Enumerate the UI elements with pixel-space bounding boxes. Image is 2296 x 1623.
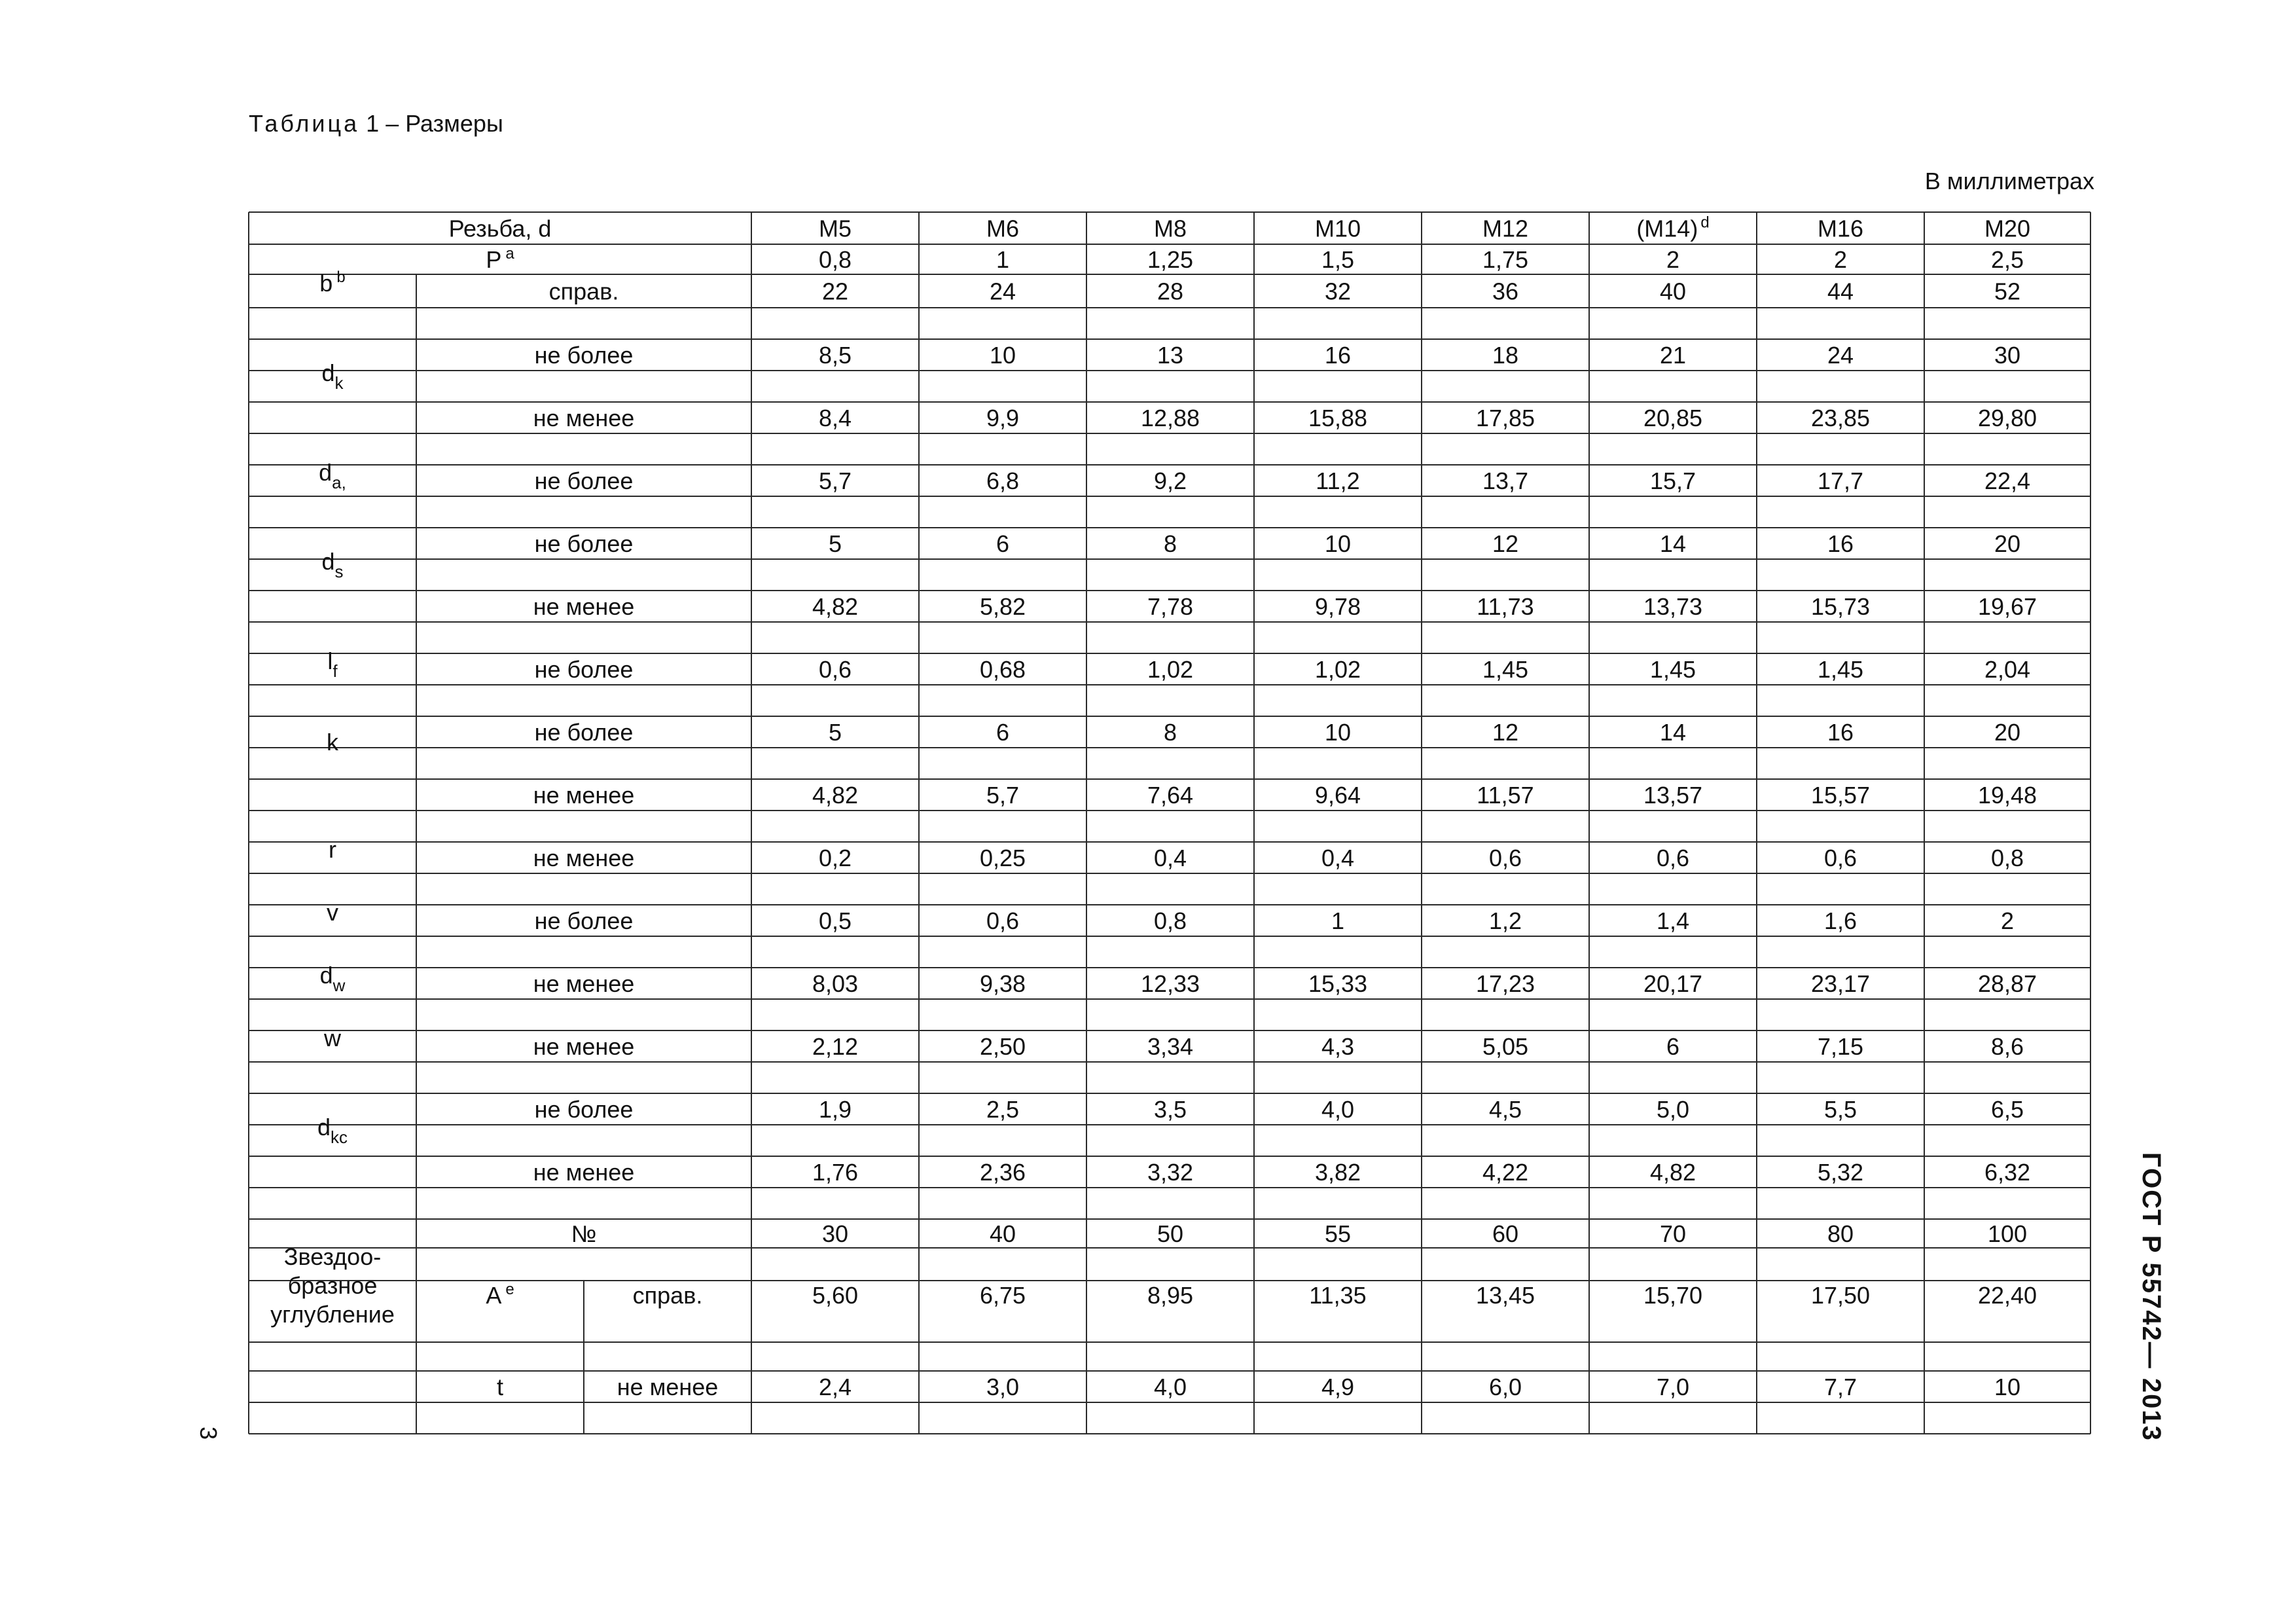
table-cell: 1,4 [1656, 907, 1690, 934]
table-cell: 12 [1492, 530, 1519, 557]
table-cell: 15,57 [1810, 782, 1871, 809]
table-cell: 13,7 [1482, 467, 1529, 494]
table-cell: 11,57 [1477, 782, 1534, 809]
thread-size-m8: M8 [1153, 215, 1187, 242]
table-cell: 5,5 [1823, 1096, 1857, 1123]
row-symbol-p: P $^a$ [486, 245, 514, 273]
thread-size-m14: (M14) $^d$ [1636, 213, 1710, 242]
table-cell: 2,04 [1984, 656, 2031, 683]
row-qualifier: не менее [533, 1159, 635, 1186]
table-cell: 5,7 [818, 467, 852, 494]
row-qualifier: не менее [533, 845, 635, 871]
thread-size-m5: M5 [818, 215, 852, 242]
table-cell: 8 [1163, 719, 1177, 746]
table-cell: 15,88 [1308, 405, 1368, 431]
table-cell: 13,45 [1475, 1282, 1535, 1309]
table-cell: 3,5 [1153, 1096, 1187, 1123]
table-cell: 23,85 [1810, 405, 1871, 431]
table-cell: 2 [2000, 907, 2015, 934]
row-qualifier: не менее [533, 970, 635, 997]
table-cell: 24 [989, 278, 1016, 305]
table-cell: 2,50 [979, 1033, 1026, 1060]
table-cell: 10 [1994, 1374, 2021, 1400]
table-cell: 1,02 [1147, 656, 1194, 683]
table-cell: 13,73 [1643, 593, 1703, 620]
table-cell: 28 [1157, 278, 1184, 305]
table-cell: 1,75 [1482, 246, 1529, 273]
table-cell: 0,6 [1656, 845, 1690, 871]
table-cell: 8,5 [818, 342, 852, 369]
table-cell: 3,34 [1147, 1033, 1194, 1060]
table-cell: 0,6 [986, 907, 1020, 934]
table-cell: 19,67 [1977, 593, 2037, 620]
table-cell: 30 [1994, 342, 2021, 369]
table-cell: 4,82 [812, 782, 859, 809]
row-qualifier: не более [534, 342, 634, 369]
table-cell: 1,6 [1823, 907, 1857, 934]
table-cell: 5,82 [979, 593, 1026, 620]
row-qualifier: не более [534, 467, 634, 494]
table-cell: 7,78 [1147, 593, 1194, 620]
table-cell: 1,45 [1482, 656, 1529, 683]
table-cell: 32 [1324, 278, 1352, 305]
table-cell: 12,88 [1140, 405, 1200, 431]
thread-size-m20: M20 [1984, 215, 2031, 242]
table-cell: 10 [1324, 530, 1352, 557]
row-symbol-b: b $^b$ [319, 268, 346, 297]
table-cell: 0,6 [1488, 845, 1522, 871]
table-cell: 0,2 [818, 845, 852, 871]
table-cell: 17,7 [1817, 467, 1864, 494]
row-qualifier: не менее [533, 593, 635, 620]
table-cell: 8,4 [818, 405, 852, 431]
table-cell: 5,7 [986, 782, 1020, 809]
table-cell: 2 [1833, 246, 1848, 273]
table-cell: 1 [996, 246, 1010, 273]
table-cell: 0,4 [1321, 845, 1355, 871]
table-cell: 14 [1659, 530, 1687, 557]
table-cell: 20 [1994, 719, 2021, 746]
row-symbol-lf: $l_f$ [327, 647, 338, 681]
row-qualifier: не более [534, 907, 634, 934]
table-cell: 8,6 [1990, 1033, 2024, 1060]
row-symbol-k: k [327, 729, 338, 756]
table-cell: 23,17 [1810, 970, 1871, 997]
table-cell: 6,32 [1984, 1159, 2031, 1186]
table-cell: 29,80 [1977, 405, 2037, 431]
table-cell: 12 [1492, 719, 1519, 746]
table-cell: 6,75 [979, 1282, 1026, 1309]
table-cell: 9,64 [1314, 782, 1361, 809]
table-cell: 4,9 [1321, 1374, 1355, 1400]
table-cell: 8,03 [812, 970, 859, 997]
table-cell: 13 [1157, 342, 1184, 369]
row-symbol-da,: $d_{a,}$ [319, 459, 346, 492]
thread-size-m6: M6 [986, 215, 1020, 242]
table-cell: 0,68 [979, 656, 1026, 683]
table-cell: 7,0 [1656, 1374, 1690, 1400]
row-qualifier: справ. [548, 278, 619, 305]
table-cell: 19,48 [1977, 782, 2037, 809]
table-cell: 2,5 [1990, 246, 2024, 273]
star-recess-label-line: углубление [270, 1301, 395, 1328]
table-cell: 80 [1827, 1220, 1854, 1247]
table-cell: 100 [1987, 1220, 2028, 1247]
table-cell: 4,0 [1153, 1374, 1187, 1400]
table-cell: 4,22 [1482, 1159, 1529, 1186]
table-cell: 5 [828, 719, 842, 746]
table-cell: 15,70 [1643, 1282, 1703, 1309]
table-cell: 1,2 [1488, 907, 1522, 934]
caption-prefix: Таблица [249, 110, 360, 137]
row-qualifier: не менее [533, 405, 635, 431]
table-cell: 22,40 [1977, 1282, 2037, 1309]
table-cell: 17,50 [1810, 1282, 1871, 1309]
table-cell: 5 [828, 530, 842, 557]
table-cell: 8,95 [1147, 1282, 1194, 1309]
table-cell: 13,57 [1643, 782, 1703, 809]
thread-header-label: Резьба, d [448, 215, 552, 242]
table-cell: 0,5 [818, 907, 852, 934]
table-cell: 15,33 [1308, 970, 1368, 997]
table-cell: 4,82 [812, 593, 859, 620]
table-cell: 20,85 [1643, 405, 1703, 431]
table-cell: 40 [989, 1220, 1016, 1247]
table-cell: 5,60 [812, 1282, 859, 1309]
row-qualifier: справ. [632, 1282, 703, 1309]
table-cell: 1,25 [1147, 246, 1194, 273]
units-note: В миллиметрах [1924, 168, 2094, 194]
table-cell: 18 [1492, 342, 1519, 369]
table-cell: 20,17 [1643, 970, 1703, 997]
table-cell: 8 [1163, 530, 1177, 557]
table-cell: 6,5 [1990, 1096, 2024, 1123]
table-cell: 6 [996, 530, 1010, 557]
row-symbol-w: w [324, 1025, 341, 1051]
row-symbol-v: v [327, 899, 338, 926]
table-cell: 44 [1827, 278, 1854, 305]
star-recess-label-line: Звездоо- [283, 1243, 382, 1270]
table-cell: 0,6 [818, 656, 852, 683]
standard-designation: ГОСТ Р 55742— 2013 [2137, 1152, 2166, 1442]
table-cell: 6 [1666, 1033, 1680, 1060]
table-cell: 0,8 [818, 246, 852, 273]
table-cell: 16 [1827, 719, 1854, 746]
star-recess-label-line: бразное [287, 1272, 378, 1299]
table-cell: 1,5 [1321, 246, 1355, 273]
table-cell: 15,73 [1810, 593, 1871, 620]
table-cell: 20 [1994, 530, 2021, 557]
row-qualifier: не менее [533, 782, 635, 809]
table-cell: 4,82 [1649, 1159, 1696, 1186]
table-cell: 9,78 [1314, 593, 1361, 620]
table-cell: 0,25 [979, 845, 1026, 871]
table-cell: 6 [996, 719, 1010, 746]
table-cell: 14 [1659, 719, 1687, 746]
table-cell: 11,35 [1309, 1282, 1367, 1309]
row-symbol-dkc: $d_{kc}$ [317, 1114, 348, 1147]
table-cell: 0,6 [1823, 845, 1857, 871]
table-cell: 4,3 [1321, 1033, 1355, 1060]
thread-size-m16: M16 [1817, 215, 1864, 242]
table-cell: 6,8 [986, 467, 1020, 494]
caption-rest: 1 – Размеры [366, 110, 503, 137]
table-cell: 1,45 [1817, 656, 1864, 683]
row-symbol-ds: $d_s$ [321, 548, 344, 581]
table-cell: 0,8 [1153, 907, 1187, 934]
table-cell: 1,76 [812, 1159, 859, 1186]
table-cell: 7,64 [1147, 782, 1194, 809]
row-qualifier: не менее [533, 1033, 635, 1060]
table-cell: 3,0 [986, 1374, 1020, 1400]
table-cell: 7,15 [1817, 1033, 1864, 1060]
row-qualifier: не менее [617, 1374, 719, 1400]
table-cell: 11,73 [1477, 593, 1534, 620]
table-cell: 3,32 [1147, 1159, 1194, 1186]
row-symbol-dw: $d_w$ [319, 962, 346, 995]
table-cell: 10 [1324, 719, 1352, 746]
table-cell: 15,7 [1649, 467, 1696, 494]
thread-size-m10: M10 [1314, 215, 1361, 242]
table-cell: 16 [1324, 342, 1352, 369]
table-cell: 2,36 [979, 1159, 1026, 1186]
table-cell: 2,12 [812, 1033, 859, 1060]
table-cell: 1,02 [1314, 656, 1361, 683]
table-cell: 52 [1994, 278, 2021, 305]
table-cell: 5,32 [1817, 1159, 1864, 1186]
table-cell: 2,5 [986, 1096, 1020, 1123]
table-cell: 50 [1157, 1220, 1184, 1247]
table-cell: 1 [1331, 907, 1345, 934]
table-cell: 60 [1492, 1220, 1519, 1247]
table-cell: 0,4 [1153, 845, 1187, 871]
table-cell: 17,23 [1475, 970, 1535, 997]
table-cell: 4,5 [1488, 1096, 1522, 1123]
table-cell: 16 [1827, 530, 1854, 557]
table-cell: 12,33 [1140, 970, 1200, 997]
table-cell: 11,2 [1316, 467, 1360, 494]
table-cell: 9,2 [1153, 467, 1187, 494]
row-qualifier: не более [534, 1096, 634, 1123]
row-label-number: № [571, 1220, 597, 1247]
table-cell: 1,45 [1649, 656, 1696, 683]
table-cell: 70 [1659, 1220, 1687, 1247]
table-cell: 3,82 [1314, 1159, 1361, 1186]
row-symbol-a: A $^e$ [486, 1281, 514, 1309]
table-cell: 55 [1324, 1220, 1352, 1247]
row-qualifier: не более [534, 656, 634, 683]
table-cell: 2 [1666, 246, 1680, 273]
table-cell: 9,38 [979, 970, 1026, 997]
table-cell: 22,4 [1984, 467, 2031, 494]
table-cell: 30 [821, 1220, 849, 1247]
table-cell: 9,9 [986, 405, 1020, 431]
table-cell: 6,0 [1488, 1374, 1522, 1400]
thread-size-m12: M12 [1482, 215, 1529, 242]
table-cell: 17,85 [1475, 405, 1535, 431]
table-cell: 36 [1492, 278, 1519, 305]
row-symbol-dk: $d_k$ [321, 359, 344, 393]
table-cell: 4,0 [1321, 1096, 1355, 1123]
row-qualifier: не более [534, 530, 634, 557]
table-cell: 10 [989, 342, 1016, 369]
table-cell: 28,87 [1977, 970, 2037, 997]
table-cell: 24 [1827, 342, 1854, 369]
row-symbol-r: r [329, 836, 336, 863]
table-cell: 5,05 [1482, 1033, 1529, 1060]
table-cell: 1,9 [818, 1096, 852, 1123]
row-symbol-t: t [496, 1374, 504, 1400]
table-cell: 40 [1659, 278, 1687, 305]
table-cell: 22 [821, 278, 849, 305]
table-cell: 21 [1659, 342, 1687, 369]
row-qualifier: не более [534, 719, 634, 746]
table-cell: 2,4 [818, 1374, 852, 1400]
page-number: 3 [195, 1426, 223, 1440]
table-cell: 7,7 [1823, 1374, 1857, 1400]
table-cell: 0,8 [1990, 845, 2024, 871]
table-cell: 5,0 [1656, 1096, 1690, 1123]
